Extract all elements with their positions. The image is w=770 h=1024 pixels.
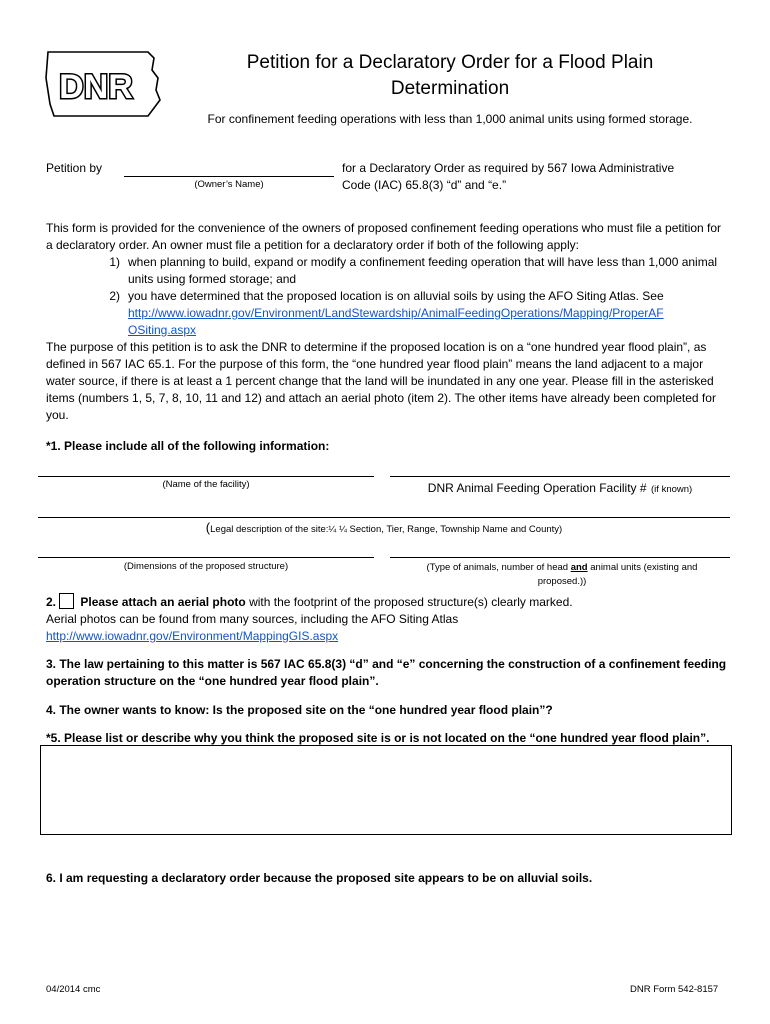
legal-caption-text: Legal description of the site:¼ ¼ Section, Tier, Range, Township Name and County)	[210, 524, 563, 535]
afo-facility-number-caption	[390, 479, 730, 497]
section-1-heading: *1. Please include all of the following information:	[46, 439, 330, 453]
facility-name-line[interactable]	[38, 476, 374, 477]
petition-right-text-2: Code (IAC) 65.8(3) “d” and “e.”	[342, 178, 507, 192]
list-item-number: 1)	[109, 255, 120, 269]
footer-date: 04/2014 cmc	[46, 984, 101, 995]
petition-by-label: Petition by	[46, 161, 103, 175]
animals-caption-and: and	[570, 562, 588, 573]
legal-paren: (	[205, 520, 211, 535]
section-2-number: 2.	[46, 595, 57, 609]
site-description-box[interactable]	[40, 745, 732, 835]
section-3-text: 3. The law pertaining to this matter is 567 IAC 65.8(3) “d” and “e” concerning the construction of a confinement feeding operation structure on the “one hundred year flood plain”.	[46, 657, 727, 688]
section-5-text: *5. Please list or describe why you think the proposed site is or is not located on the “one hundred year flood plain”.	[46, 731, 710, 745]
legal-description-caption	[38, 519, 730, 537]
afo-siting-link-cont[interactable]: OSiting.aspx	[128, 323, 197, 337]
dimensions-line[interactable]	[38, 557, 374, 558]
facility-name-caption: (Name of the facility)	[162, 479, 250, 490]
section-6-text: 6. I am requesting a declaratory order because the proposed site appears to be on alluvial soils.	[46, 871, 593, 885]
list-item-text: you have determined that the proposed location is on alluvial soils by using the AFO Siting Atlas. See	[128, 289, 664, 303]
dnr-logo	[44, 48, 162, 120]
page-subtitle: For confinement feeding operations with less than 1,000 animal units using formed storage.	[207, 112, 693, 126]
list-item-body	[128, 288, 730, 339]
aerial-photo-checkbox[interactable]	[59, 593, 74, 609]
footer-form-number: DNR Form 542-8157	[630, 984, 719, 995]
intro-paragraph-1: This form is provided for the convenience of the owners of proposed confinement feeding operations who must file a petition for a declaratory order. An owner must file a petition for a declaratory order if both of the following apply:	[46, 221, 722, 252]
animals-caption-pre: (Type of animals, number of head	[426, 562, 571, 573]
intro-section	[46, 220, 730, 424]
section-2	[46, 593, 736, 645]
list-item-text: when planning to build, expand or modify a confinement feeding operation that will have less than 1,000 animal units using formed storage; and	[128, 255, 718, 286]
mapping-gis-link[interactable]: http://www.iowadnr.gov/Environment/MappingGIS.aspx	[46, 629, 339, 643]
animals-caption	[404, 561, 720, 589]
section-2-rest: with the footprint of the proposed structure(s) clearly marked.	[245, 595, 573, 609]
page-title: Petition for a Declaratory Order for a Flood Plain Determination	[246, 52, 654, 99]
intro-paragraph-2: The purpose of this petition is to ask the DNR to determine if the proposed location is on a “one hundred year flood plain”, as defined in 567 IAC 65.1. For the purpose of this form, the “one hundred year flood plain” means the land adjacent to a major water source, if there is at least a 1 percent change that the land will be inundated in any one year. Please fill in the asterisked items (numbers 1, 5, 7, 8, 10, 11 and 12) and attach an aerial photo (item 2). The other items have already been completed for you.	[46, 340, 716, 422]
afo-facility-number-line[interactable]	[390, 476, 730, 477]
animals-caption-post: animal units (existing and proposed.))	[537, 562, 698, 587]
owner-name-caption: (Owner’s Name)	[194, 179, 264, 190]
section-2-line-2: Aerial photos can be found from many sources, including the AFO Siting Atlas	[46, 612, 459, 626]
petition-right-text-1: for a Declaratory Order as required by 567 Iowa Administrative	[342, 161, 675, 175]
list-item	[96, 288, 730, 339]
section-2-heading: Please attach an aerial photo	[80, 595, 246, 609]
afo-facility-suffix: (if known)	[651, 484, 693, 495]
legal-description-line[interactable]	[38, 517, 730, 518]
svg-text:DNR: DNR	[59, 68, 133, 106]
dimensions-caption: (Dimensions of the proposed structure)	[123, 561, 289, 572]
animals-line[interactable]	[390, 557, 730, 558]
list-item	[96, 254, 730, 288]
section-4-text: 4. The owner wants to know: Is the proposed site on the “one hundred year flood plain”?	[46, 703, 553, 717]
afo-siting-link[interactable]: http://www.iowadnr.gov/Environment/LandStewardship/AnimalFeedingOperations/Mapping/ProperAF	[128, 306, 664, 320]
list-item-number: 2)	[109, 289, 120, 303]
owner-name-line[interactable]	[124, 176, 334, 177]
afo-facility-label: DNR Animal Feeding Operation Facility #	[427, 481, 647, 495]
